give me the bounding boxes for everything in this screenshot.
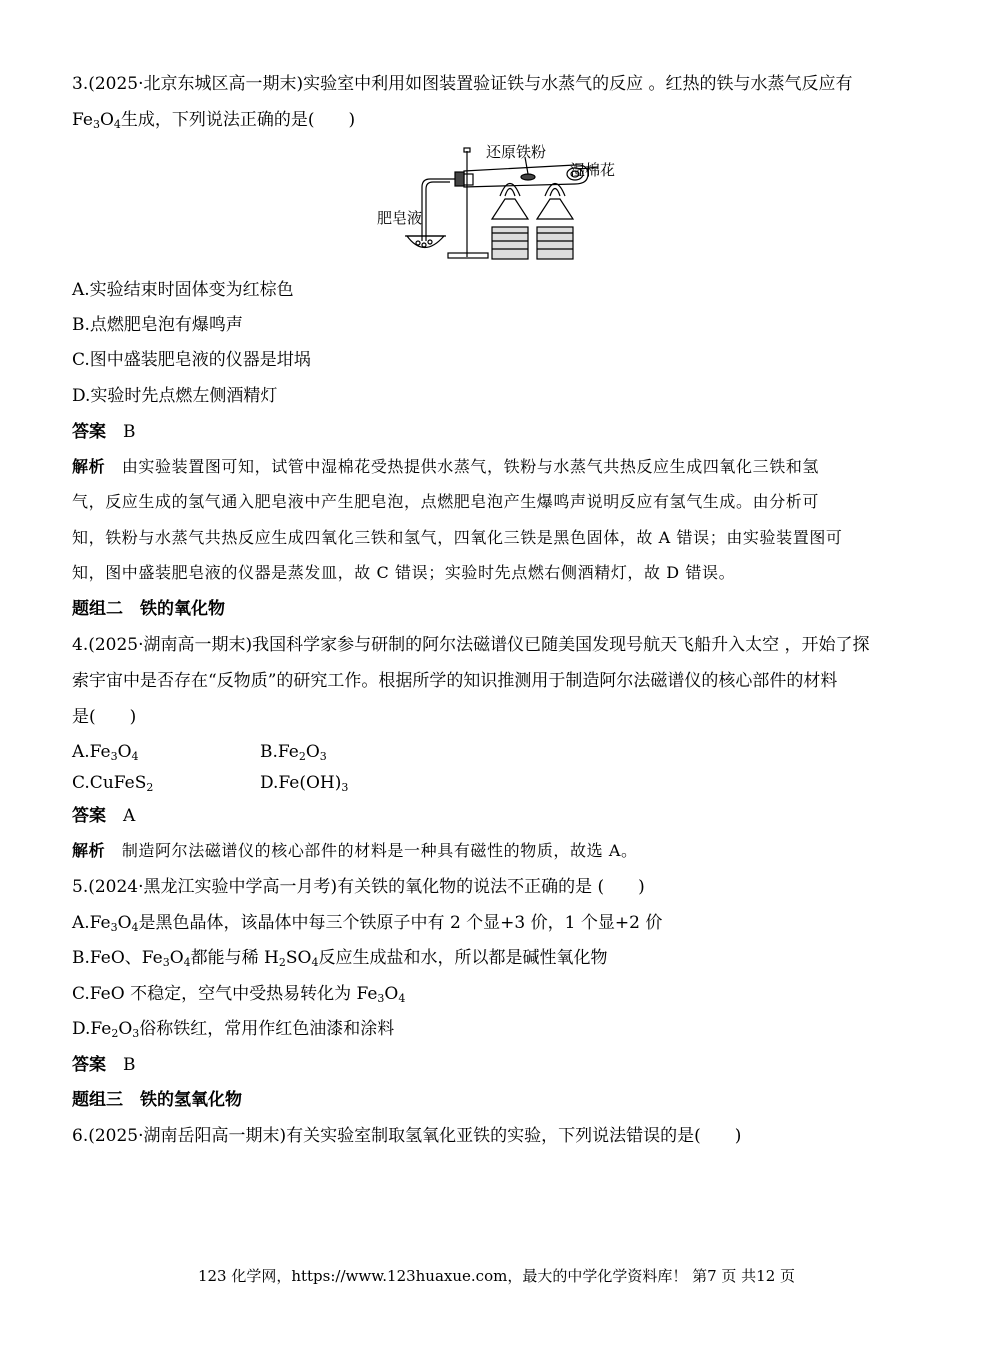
q3-option-a: A.实验结束时固体变为红棕色 — [72, 280, 294, 300]
q4-option-b: $B.Fe_2O_3$ — [260, 742, 327, 763]
q5-option-d: $D.Fe_2O_3$俗称铁红，常用作红色油漆和涂料 — [72, 1019, 395, 1040]
q3-stem-line1: 3.(2025·北京东城区高一期末)实验室中利用如图装置验证铁与水蒸气的反应 。红热的铁与水蒸气反应有 — [72, 74, 853, 94]
label-reduced-iron: 还原铁粉 — [486, 143, 547, 161]
q4-options-row1 — [72, 741, 933, 763]
q3-option-d: D.实验时先点燃左侧酒精灯 — [72, 386, 278, 406]
flame-2 — [545, 184, 565, 197]
q3-explanation-line4: 知，图中盛装肥皂液的仪器是蒸发皿，故 C 错误；实验时先点燃右侧酒精灯，故 D 错误。 — [72, 563, 736, 582]
q4-option-c: C.CuFeS$_2$ — [72, 773, 154, 794]
q4-explanation: 解析 制造阿尔法磁谱仪的核心部件的材料是一种具有磁性的物质，故选 A。 — [72, 841, 638, 860]
page-footer: 123 化学网，https://www.123huaxue.com，最大的中学化学资料库！ 第7 页 共12 页 — [197, 1267, 796, 1285]
q4-stem-line1: 4.(2025·湖南高一期末)我国科学家参与研制的阿尔法磁谱仪已随美国发现号航天飞船升入太空 ，开始了探 — [72, 635, 870, 655]
alcohol-lamp-1 — [492, 199, 528, 219]
label-wet-cotton: 湿棉花 — [570, 161, 616, 179]
stand-base — [448, 253, 488, 258]
apparatus-figure — [370, 141, 630, 267]
q5-option-a: $A.Fe_3O_4$是黑色晶体，该晶体中每三个铁原子中有 2 个显+3 价，1 个显+2 价 — [72, 913, 663, 934]
q6-stem: 6.(2025·湖南岳阳高一期末)有关实验室制取氢氧化亚铁的实验，下列说法错误的是( ) — [72, 1126, 742, 1146]
q3-stem-line2: $Fe_3O_4$生成，下列说法正确的是( ) — [72, 110, 356, 131]
q3-answer: 答案 B — [72, 422, 136, 442]
q4-option-d: $D.Fe(OH)_3$ — [260, 773, 349, 794]
q3-explanation-line1: 解析 由实验装置图可知，试管中湿棉花受热提供水蒸气，铁粉与水蒸气共热反应生成四氧化三铁和氢 — [72, 457, 820, 476]
q3-explanation-line3: 知，铁粉与水蒸气共热反应生成四氧化三铁和氢气，四氧化三铁是黑色固体，故 A 错误；由实验装置图可 — [72, 528, 843, 547]
q5-option-c: C.FeO 不稳定，空气中受热易转化为 $Fe_3O_4$ — [72, 984, 406, 1005]
q3-option-c: C.图中盛装肥皂液的仪器是坩埚 — [72, 350, 311, 370]
q3-explanation-line2: 气，反应生成的氢气通入肥皂液中产生肥皂泡，点燃肥皂泡产生爆鸣声说明反应有氢气生成。由分析可 — [72, 492, 820, 511]
q4-stem-line3: 是( ) — [72, 707, 137, 727]
alcohol-lamp-2 — [537, 199, 573, 219]
q5-answer: 答案 B — [72, 1055, 136, 1075]
q4-options-row2 — [72, 772, 933, 794]
q4-answer: 答案 A — [72, 806, 136, 826]
q5-stem: 5.(2024·黑龙江实验中学高一月考)有关铁的氧化物的说法不正确的是 ( ) — [72, 877, 645, 897]
iron-powder — [521, 174, 535, 180]
q3-option-b: B.点燃肥皂泡有爆鸣声 — [72, 315, 243, 335]
group3-title: 题组三 铁的氢氧化物 — [72, 1090, 242, 1110]
q4-option-a: $A.Fe_3O_4$ — [72, 742, 139, 763]
group2-title: 题组二 铁的氧化物 — [72, 599, 225, 619]
q5-option-b: B.FeO、$Fe_3O_4$都能与稀 $H_2SO_4$反应生成盐和水，所以都是碱性氧化物 — [72, 948, 608, 969]
label-soap-solution: 肥皂液 — [377, 209, 423, 227]
q4-stem-line2: 索宇宙中是否存在“反物质”的研究工作。根据所学的知识推测用于制造阿尔法磁谱仪的核心部件的材料 — [72, 671, 838, 691]
